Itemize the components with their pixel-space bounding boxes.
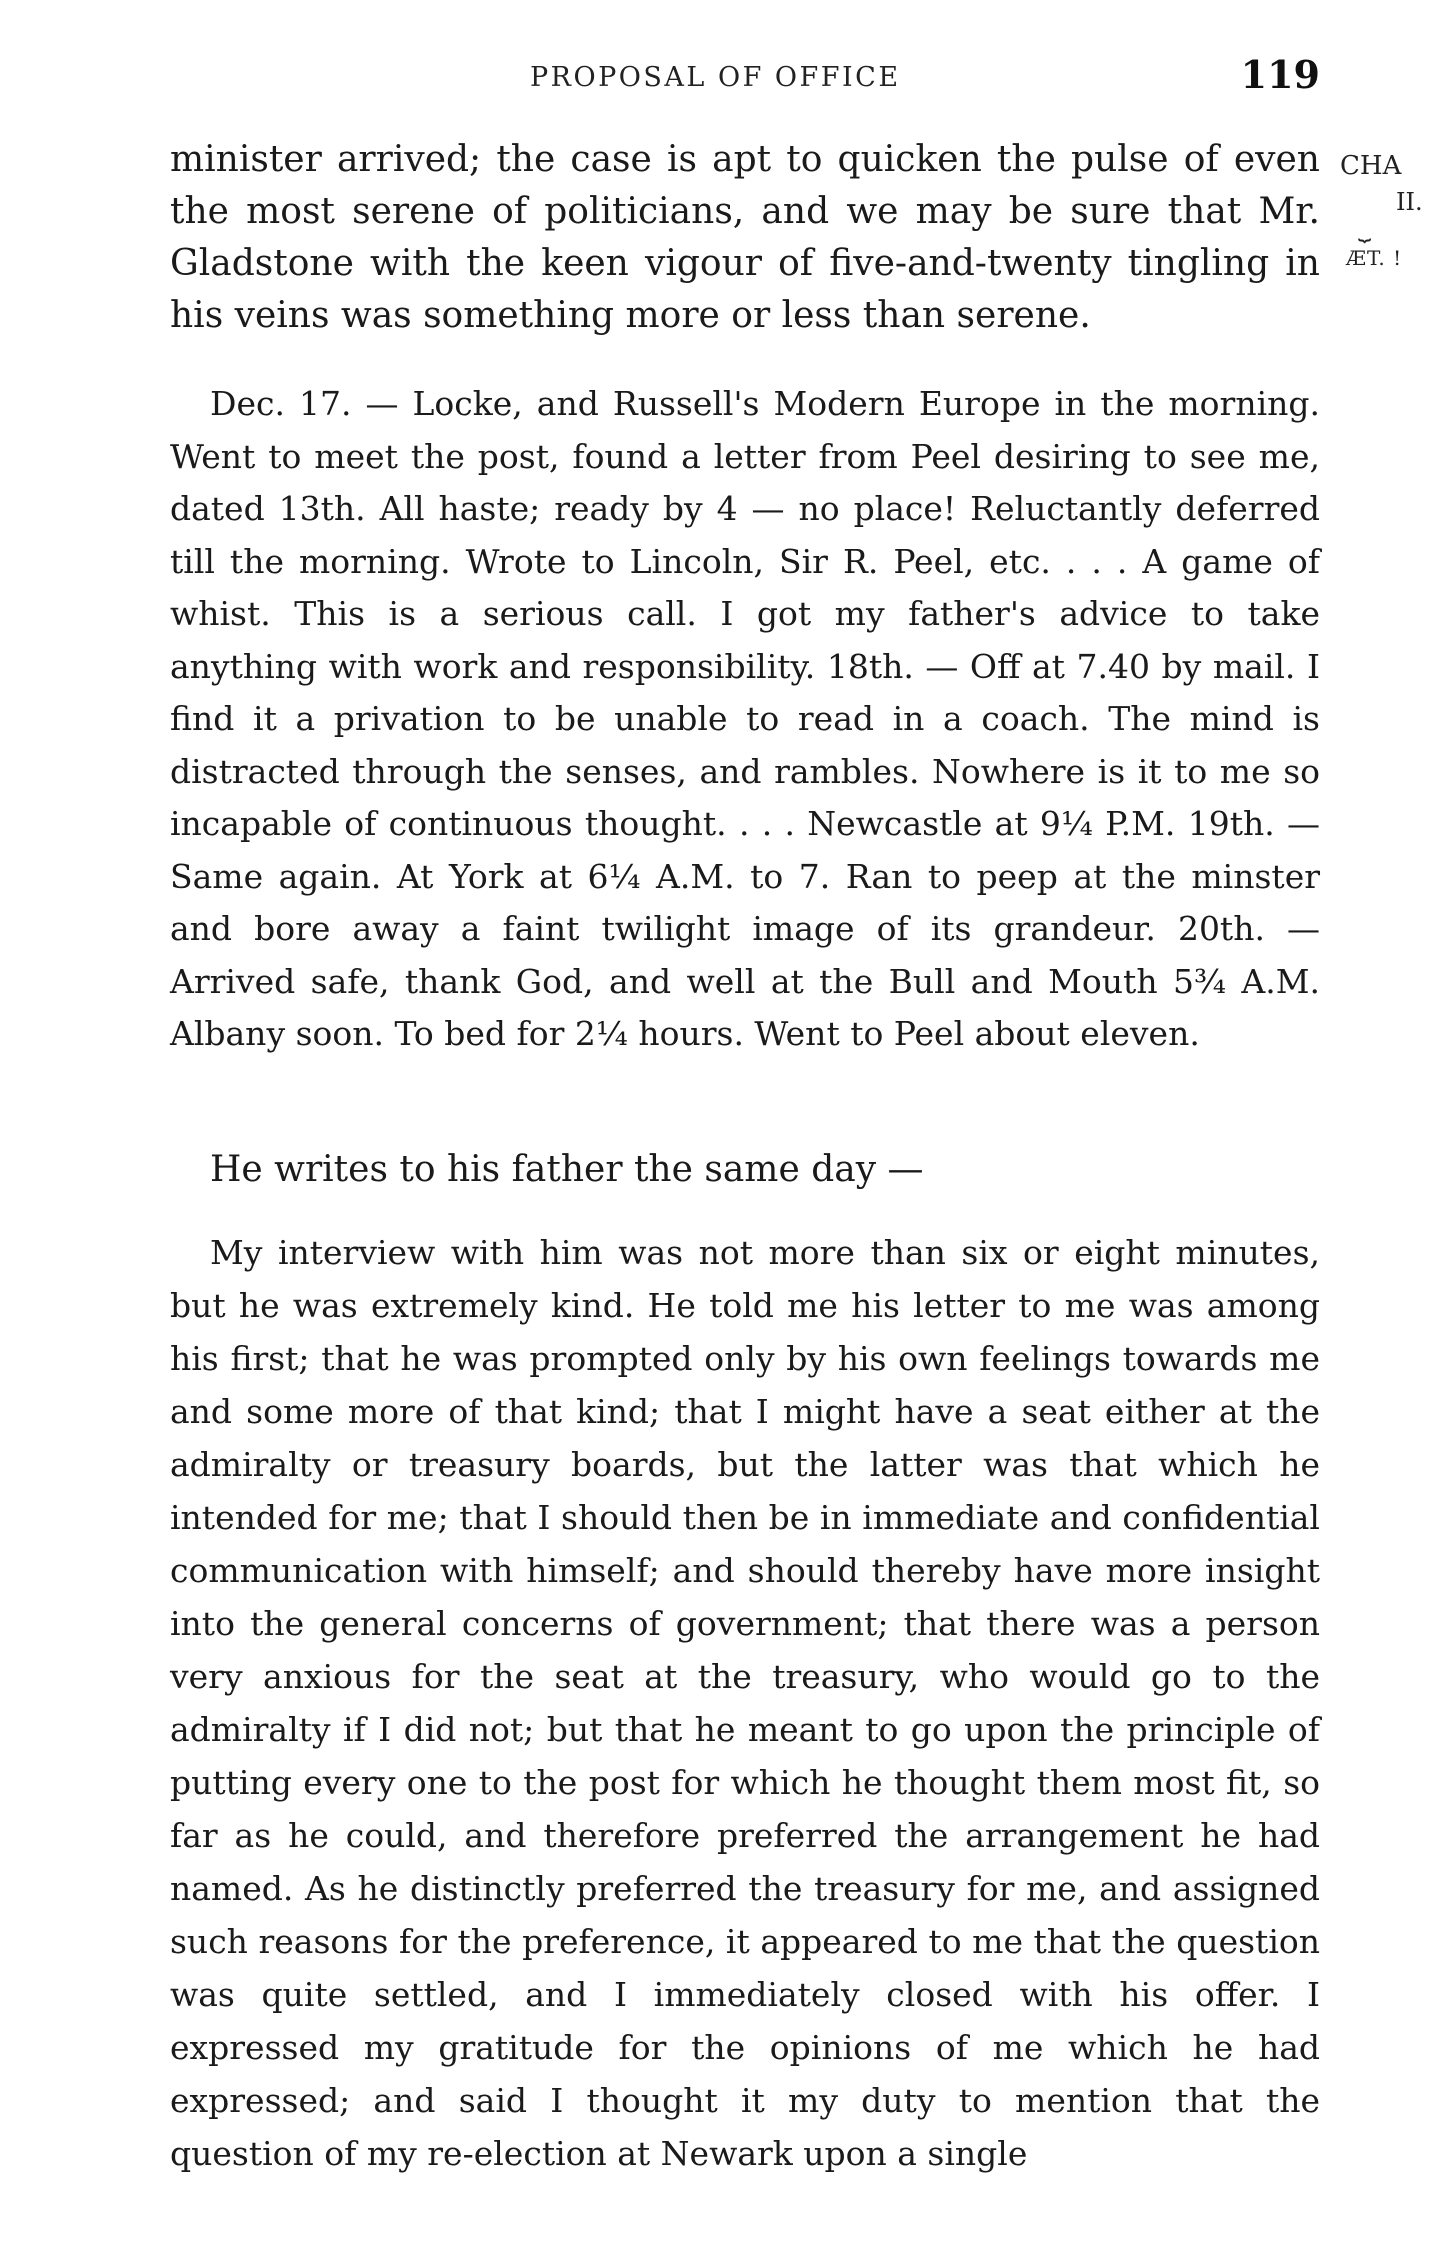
- letter-quotation-text: My interview with him was not more than six or eight minutes, but he was extremely kind. He told me his letter to me was among his first; that he was prompted only by his own feelings towards me and some more of that kind; that I might have a seat either at the admiralty or treasury boards, but the latter was that which he intended for me; that I should then be in immediate and confidential communication with himself; and should thereby have more insight into the general concerns of government; that there was a person very anxious for the seat at the treasury, who would go to the admiralty if I did not; but that he meant to go upon the principle of putting every one to the post for which he thought them most fit, so far as he could, and therefore preferred the arrangement he had named. As he distinctly preferred the treasury for me, and assigned such reasons for the preference, it appeared to me that the question was quite settled, and I immediately closed with his offer. I expressed my gratitude for the opinions of me which he had expressed; and said I thought it my duty to mention that the question of my re-election at Newark upon a single: [170, 1233, 1320, 2173]
- letter-intro: [170, 1144, 1320, 1196]
- margin-brace: ⏟: [1358, 217, 1372, 242]
- running-head: PROPOSAL OF OFFICE: [530, 62, 901, 93]
- letter-intro-text: He writes to his father the same day —: [210, 1149, 924, 1190]
- opening-paragraph: [170, 134, 1320, 342]
- margin-age: ÆT. !: [1346, 246, 1403, 270]
- page-header: [170, 52, 1320, 112]
- diary-entry: [170, 378, 1320, 1061]
- opening-paragraph-text: minister arrived; the case is apt to quicken the pulse of even the most serene of politicians, and we may be sure that Mr. Gladstone with the keen vigour of five-and-twenty tingling in his veins was something more or less than serene.: [170, 139, 1320, 336]
- margin-note: [1340, 148, 1431, 276]
- letter-quotation: [170, 1226, 1320, 2180]
- margin-chapter-number: II.: [1396, 188, 1423, 216]
- page-number: 119: [1240, 52, 1320, 97]
- diary-entry-text: Dec. 17. — Locke, and Russell's Modern Europe in the morning. Went to meet the post, found a letter from Peel desiring to see me, dated 13th. All haste; ready by 4 — no place! Reluctantly deferred till the morning. Wrote to Lincoln, Sir R. Peel, etc. . . . A game of whist. This is a serious call. I got my father's advice to take anything with work and responsibility. 18th. — Off at 7.40 by mail. I find it a privation to be unable to read in a coach. The mind is distracted through the senses, and rambles. Nowhere is it to me so incapable of continuous thought. . . . Newcastle at 9¼ P.M. 19th. — Same again. At York at 6¼ A.M. to 7. Ran to peep at the minster and bore away a faint twilight image of its grandeur. 20th. — Arrived safe, thank God, and well at the Bull and Mouth 5¾ A.M. Albany soon. To bed for 2¼ hours. Went to Peel about eleven.: [170, 384, 1320, 1053]
- margin-chapter: CHA: [1340, 151, 1402, 181]
